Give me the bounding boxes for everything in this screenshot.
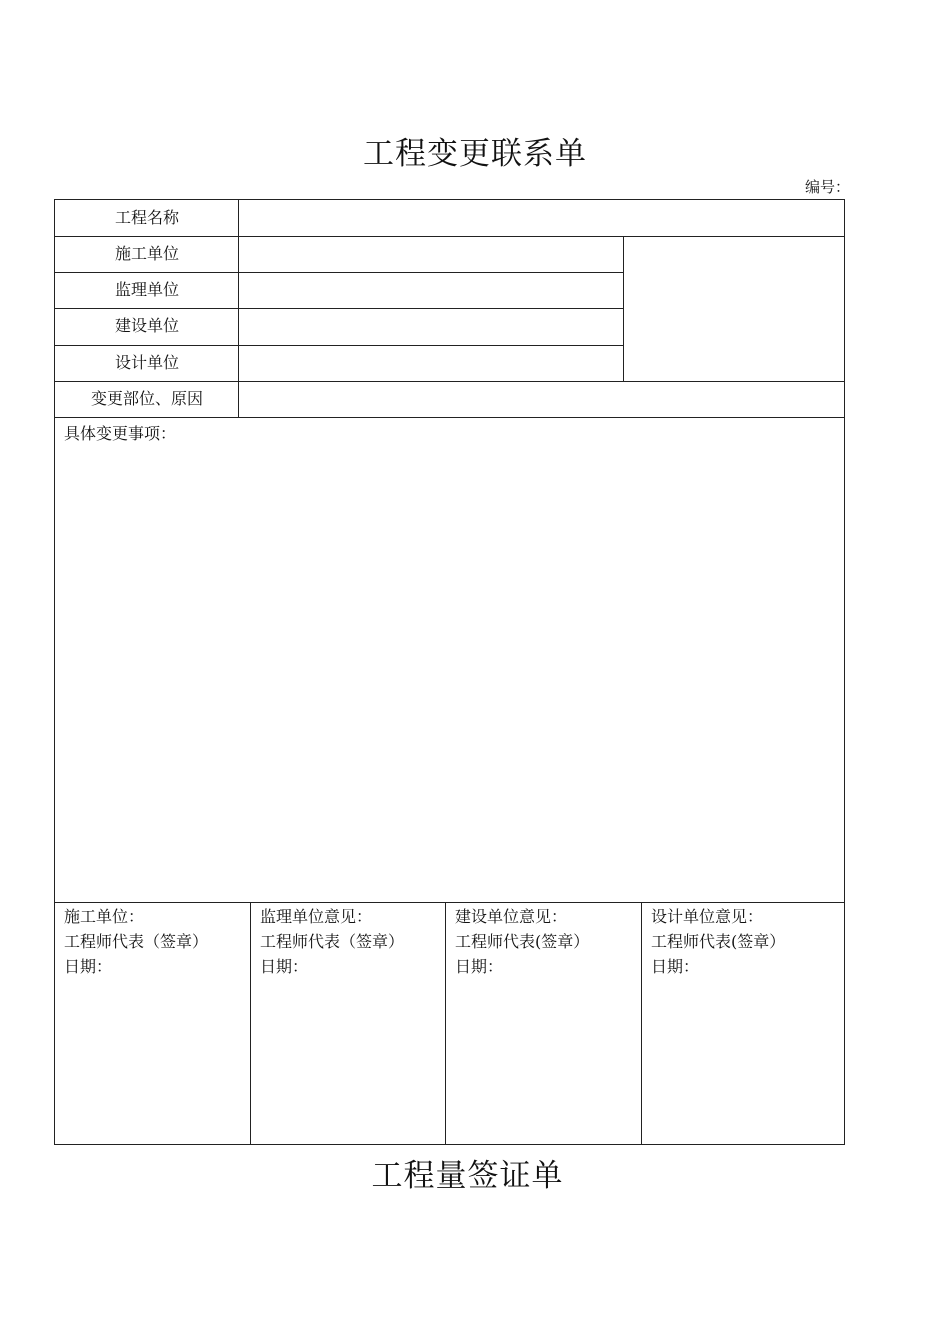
- engineer-rep-label: 工程师代表（签章）: [64, 932, 209, 951]
- date-label: 日期：: [64, 957, 113, 976]
- change-location-reason-label: 变更部位、原因: [90, 389, 203, 408]
- row-divider: [55, 902, 844, 903]
- change-details-label: 具体变更事项：: [64, 424, 177, 443]
- design-unit-field[interactable]: [239, 346, 623, 381]
- signature-unit-label: 建设单位意见：: [455, 907, 568, 926]
- change-request-form: [54, 199, 845, 1145]
- form-title: 工程变更联系单: [363, 136, 587, 172]
- change-location-reason-field[interactable]: [239, 382, 843, 417]
- signature-block-owner[interactable]: [455, 904, 589, 979]
- row-divider: [55, 417, 844, 418]
- change-details-area[interactable]: [55, 445, 844, 901]
- signature-block-construction[interactable]: [64, 904, 208, 979]
- date-label: 日期：: [651, 957, 700, 976]
- signature-block-supervision[interactable]: [260, 904, 404, 979]
- engineer-rep-label: 工程师代表(签章）: [651, 932, 786, 951]
- signature-unit-label: 监理单位意见：: [260, 907, 373, 926]
- construction-unit-field[interactable]: [239, 237, 623, 272]
- engineer-rep-label: 工程师代表（签章）: [260, 932, 405, 951]
- column-divider: [250, 902, 251, 1144]
- supervision-unit-field[interactable]: [239, 273, 623, 308]
- signature-unit-label: 设计单位意见：: [651, 907, 764, 926]
- owner-unit-field[interactable]: [239, 309, 623, 345]
- next-form-title: 工程量签证单: [371, 1158, 564, 1194]
- engineer-rep-label: 工程师代表(签章）: [455, 932, 590, 951]
- column-divider: [445, 902, 446, 1144]
- construction-unit-label: 施工单位: [114, 244, 179, 263]
- date-label: 日期：: [260, 957, 309, 976]
- serial-number-label: 编号：: [804, 178, 850, 196]
- signature-unit-label: 施工单位：: [64, 907, 145, 926]
- owner-unit-label: 建设单位: [114, 316, 179, 335]
- project-name-field[interactable]: [239, 200, 843, 236]
- design-unit-label: 设计单位: [114, 353, 179, 372]
- supervision-unit-label: 监理单位: [114, 280, 179, 299]
- signature-block-design[interactable]: [651, 904, 785, 979]
- date-label: 日期：: [455, 957, 504, 976]
- project-name-label: 工程名称: [114, 208, 179, 227]
- side-blank-cell[interactable]: [624, 237, 843, 381]
- column-divider: [641, 902, 642, 1144]
